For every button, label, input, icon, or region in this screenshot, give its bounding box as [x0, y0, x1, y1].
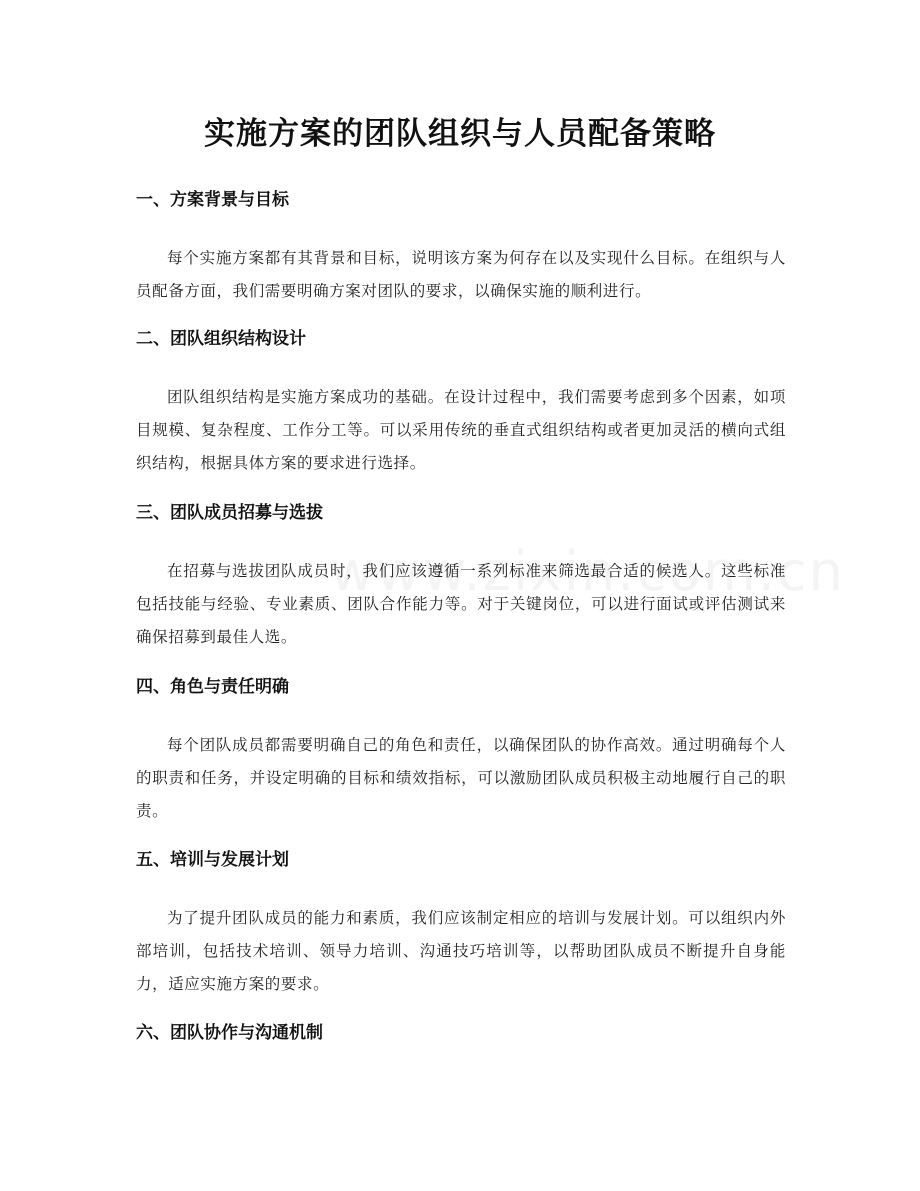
section-heading: 二、团队组织结构设计 — [136, 329, 306, 349]
section-body: 团队组织结构是实施方案成功的基础。在设计过程中，我们需要考虑到多个因素，如项目规模、复杂程度、工作分工等。可以采用传统的垂直式组织结构或者更加灵活的横向式组织结构，根据具体方案的要求进行选择。 — [136, 388, 786, 472]
section-recruitment — [136, 501, 786, 654]
section-heading: 三、团队成员招募与选拔 — [136, 503, 323, 523]
section-heading: 四、角色与责任明确 — [136, 677, 289, 697]
section-training — [136, 848, 786, 1001]
section-collaboration — [136, 1021, 786, 1045]
section-heading: 一、方案背景与目标 — [136, 190, 289, 210]
section-body: 为了提升团队成员的能力和素质，我们应该制定相应的培训与发展计划。可以组织内外部培训，包括技术培训、领导力培训、沟通技巧培训等，以帮助团队成员不断提升自身能力，适应实施方案的要求。 — [136, 909, 786, 993]
section-body: 每个团队成员都需要明确自己的角色和责任，以确保团队的协作高效。通过明确每个人的职责和任务，并设定明确的目标和绩效指标，可以激励团队成员积极主动地履行自己的职责。 — [136, 736, 786, 820]
section-background-goals — [136, 188, 786, 308]
section-body: 在招募与选拔团队成员时，我们应该遵循一系列标准来筛选最合适的候选人。这些标准包括技能与经验、专业素质、团队合作能力等。对于关键岗位，可以进行面试或评估测试来确保招募到最佳人选。 — [136, 562, 786, 646]
section-body: 每个实施方案都有其背景和目标，说明该方案为何存在以及实现什么目标。在组织与人员配备方面，我们需要明确方案对团队的要求，以确保实施的顺利进行。 — [136, 249, 786, 300]
page-title: 实施方案的团队组织与人员配备策略 — [204, 116, 716, 152]
section-org-structure — [136, 327, 786, 480]
section-heading: 六、团队协作与沟通机制 — [136, 1023, 323, 1043]
section-heading: 五、培训与发展计划 — [136, 850, 289, 870]
section-roles-responsibilities — [136, 675, 786, 828]
